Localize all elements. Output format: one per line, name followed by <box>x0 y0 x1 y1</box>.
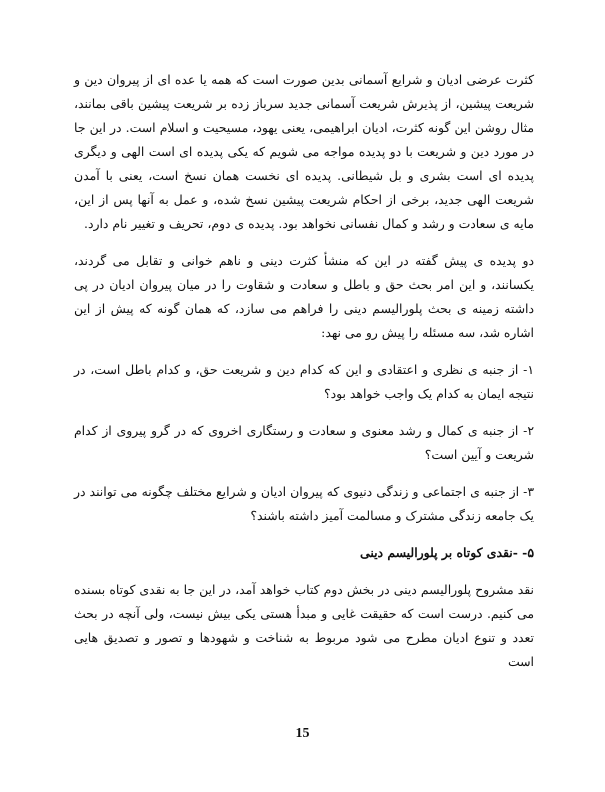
list-item-spiritual-aspect: ۲- از جنبه ی کمال و رشد معنوی و سعادت و رستگاری اخروی که در گرو پیروی از کدام شریعت و آیین است؟ <box>74 423 534 462</box>
list-item-social-aspect: ۳- از جنبه ی اجتماعی و زندگی دنیوی که پیروان ادیان و شرایع مختلف چگونه می توانند در یک جامعه زندگی مشترک و مسالمت آمیز داشته باشند؟ <box>74 484 534 523</box>
section-heading: ۵- -نقدی کوتاه بر پلورالیسم دینی <box>360 545 534 560</box>
page-number: 15 <box>295 726 310 741</box>
paragraph-religious-plurality: کثرت عرضی ادیان و شرایع آسمانی بدین صورت است که همه یا عده ای از پیروان دین و شریعت پیشین، از پذیرش شریعت آسمانی جدید سرباز زده بر شریعت پیشین باقی بمانند، مثال روشن این گونه کثرت، ادیان ابراهیمی، یعنی یهود، مسیحیت و اسلام است. در این جا در مورد دین و شریعت با دو پدیده مواجه می شویم که یکی پدیده ای است الهی و دیگری پدیده ای است بشری و بل شیطانی. پدیده ای نخست همان نسخ است، یعنی با آمدن شریعت الهی جدید، برخی از احکام شریعت پیشین نسخ شده، و عمل به آنها پس از این، مایه ی سعادت و رشد و کمال نفسانی نخواهد بود. پدیده ی دوم، تحریف و تغییر نام دارد. <box>74 72 535 231</box>
paragraph-two-phenomena: دو پدیده ی پیش گفته در این که منشأ کثرت دینی و ناهم خوانی و تقابل می گردند، یکسانند، و این امر بحث حق و باطل و سعادت و شقاوت را در میان پیروان ادیان در پی داشته زمینه ی بحث پلورالیسم دینی را فراهم می سازد، که همان گونه که پیش از این اشاره شد، سه مسئله را پیش رو می نهد: <box>74 253 534 340</box>
list-item-theoretical-aspect: ۱- از جنبه ی نظری و اعتقادی و این که کدام دین و شریعت حق، و کدام باطل است، در نتیجه ایمان به کدام یک واجب خواهد بود؟ <box>74 362 534 401</box>
paragraph-critique: نقد مشروح پلورالیسم دینی در بخش دوم کتاب خواهد آمد، در این جا به نقدی کوتاه بسنده می کنیم. درست است که حقیقت غایی و مبدأ هستی یکی بیش نیست، ولی آنچه در بحث تعدد و تنوع ادیان مطرح می شود مربوط به شناخت و شهودها و تصور و تصدیق هایی است <box>74 582 534 669</box>
document-body <box>74 68 534 687</box>
